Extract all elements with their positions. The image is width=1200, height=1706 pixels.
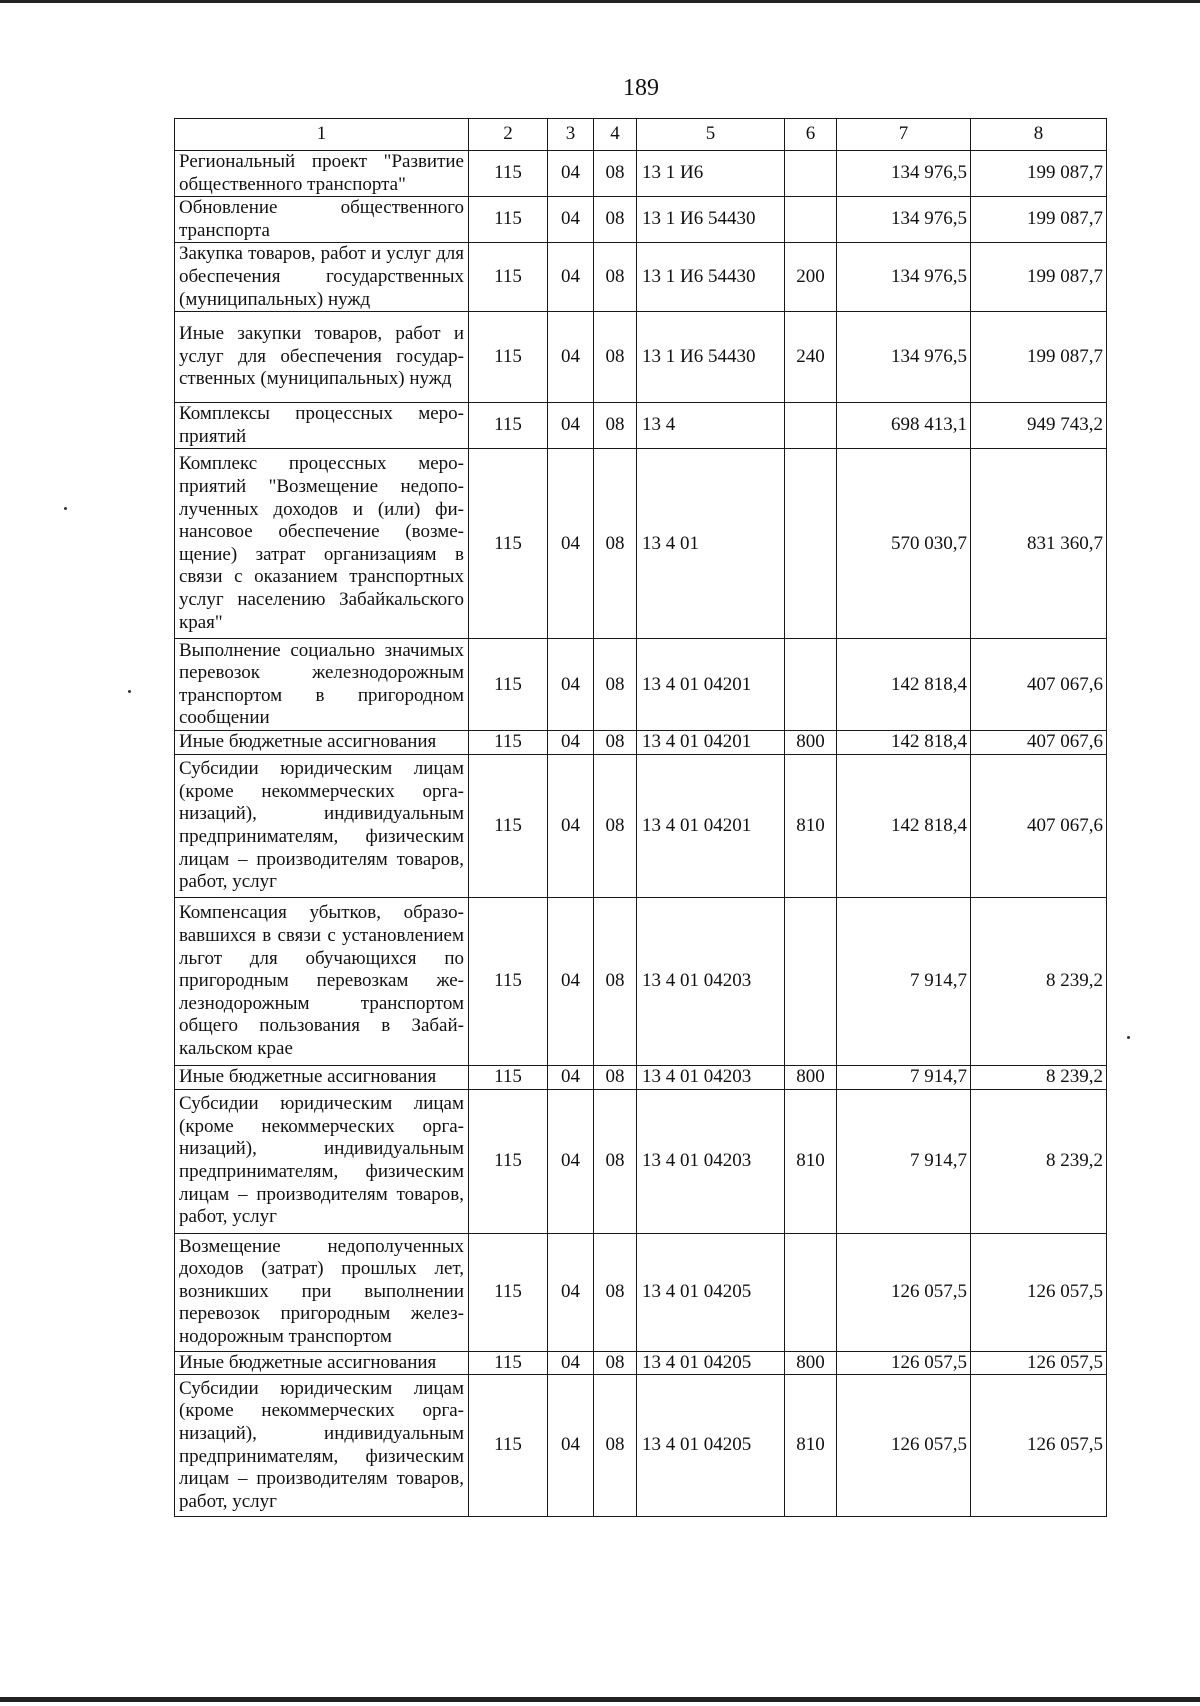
table-header bbox=[175, 119, 1107, 151]
section-code: 04 bbox=[548, 151, 594, 197]
item-name: Комплекс процессных мероприятий "Возмещение недополученных доходов и (или) финансовое обеспечение (возмещение) затрат организациям в связи с оказанием транспортных услуг населению Забайкальского края" bbox=[175, 449, 469, 639]
section-code: 04 bbox=[548, 731, 594, 755]
ministry-code: 115 bbox=[469, 1233, 548, 1351]
target-article-code: 13 4 01 04205 bbox=[637, 1233, 785, 1351]
target-article-code: 13 1 И6 54430 bbox=[637, 243, 785, 312]
section-code: 04 bbox=[548, 197, 594, 243]
subsection-code: 08 bbox=[594, 243, 637, 312]
item-name: Иные бюджетные ассигнования bbox=[175, 731, 469, 755]
expense-type-code: 810 bbox=[785, 1089, 837, 1233]
section-code: 04 bbox=[548, 449, 594, 639]
header-col-4: 4 bbox=[594, 119, 637, 151]
item-name: Выполнение социально значимых перевозок железнодорожным транспортом в пригородном сообщении bbox=[175, 639, 469, 731]
expense-type-code bbox=[785, 1233, 837, 1351]
table-row bbox=[175, 1089, 1107, 1233]
expense-type-code bbox=[785, 403, 837, 449]
amount-year-2: 126 057,5 bbox=[971, 1375, 1107, 1517]
item-name: Региональный проект "Развитие общественного транспорта" bbox=[175, 151, 469, 197]
subsection-code: 08 bbox=[594, 151, 637, 197]
target-article-code: 13 4 01 04201 bbox=[637, 731, 785, 755]
section-code: 04 bbox=[548, 897, 594, 1065]
amount-year-2: 407 067,6 bbox=[971, 731, 1107, 755]
target-article-code: 13 1 И6 bbox=[637, 151, 785, 197]
item-name: Иные закупки товаров, работ и услуг для обеспечения государственных (муниципальных) нужд bbox=[175, 312, 469, 403]
expense-type-code bbox=[785, 449, 837, 639]
amount-year-2: 199 087,7 bbox=[971, 197, 1107, 243]
amount-year-1: 134 976,5 bbox=[837, 243, 971, 312]
target-article-code: 13 4 01 04203 bbox=[637, 1089, 785, 1233]
ministry-code: 115 bbox=[469, 754, 548, 897]
item-name: Субсидии юридическим лицам (кроме некоммерческих организаций), индивидуальным предпринимателям, физическим лицам – производителям товаров, работ, услуг bbox=[175, 1089, 469, 1233]
target-article-code: 13 4 01 04205 bbox=[637, 1375, 785, 1517]
section-code: 04 bbox=[548, 754, 594, 897]
table-row bbox=[175, 197, 1107, 243]
header-col-3: 3 bbox=[548, 119, 594, 151]
subsection-code: 08 bbox=[594, 731, 637, 755]
amount-year-2: 949 743,2 bbox=[971, 403, 1107, 449]
item-name: Комплексы процессных мероприятий bbox=[175, 403, 469, 449]
target-article-code: 13 4 01 04203 bbox=[637, 1065, 785, 1089]
section-code: 04 bbox=[548, 312, 594, 403]
section-code: 04 bbox=[548, 1089, 594, 1233]
amount-year-1: 134 976,5 bbox=[837, 151, 971, 197]
amount-year-1: 142 818,4 bbox=[837, 754, 971, 897]
amount-year-2: 126 057,5 bbox=[971, 1233, 1107, 1351]
expense-type-code: 800 bbox=[785, 731, 837, 755]
expense-type-code: 800 bbox=[785, 1065, 837, 1089]
ministry-code: 115 bbox=[469, 151, 548, 197]
table-row bbox=[175, 639, 1107, 731]
amount-year-1: 134 976,5 bbox=[837, 197, 971, 243]
table-row bbox=[175, 243, 1107, 312]
amount-year-2: 831 360,7 bbox=[971, 449, 1107, 639]
amount-year-2: 199 087,7 bbox=[971, 243, 1107, 312]
amount-year-2: 199 087,7 bbox=[971, 151, 1107, 197]
header-col-1: 1 bbox=[175, 119, 469, 151]
target-article-code: 13 4 01 bbox=[637, 449, 785, 639]
target-article-code: 13 4 01 04203 bbox=[637, 897, 785, 1065]
amount-year-1: 7 914,7 bbox=[837, 897, 971, 1065]
header-col-7: 7 bbox=[837, 119, 971, 151]
table-row bbox=[175, 403, 1107, 449]
table-body bbox=[175, 151, 1107, 1517]
amount-year-2: 8 239,2 bbox=[971, 1089, 1107, 1233]
ministry-code: 115 bbox=[469, 1089, 548, 1233]
amount-year-1: 126 057,5 bbox=[837, 1375, 971, 1517]
target-article-code: 13 4 01 04201 bbox=[637, 639, 785, 731]
expense-type-code: 810 bbox=[785, 754, 837, 897]
expense-type-code bbox=[785, 197, 837, 243]
amount-year-2: 407 067,6 bbox=[971, 754, 1107, 897]
ministry-code: 115 bbox=[469, 1351, 548, 1375]
header-col-5: 5 bbox=[637, 119, 785, 151]
expense-type-code: 240 bbox=[785, 312, 837, 403]
amount-year-1: 570 030,7 bbox=[837, 449, 971, 639]
ministry-code: 115 bbox=[469, 312, 548, 403]
expense-type-code: 810 bbox=[785, 1375, 837, 1517]
table-row bbox=[175, 754, 1107, 897]
table-row bbox=[175, 151, 1107, 197]
item-name: Закупка товаров, работ и услуг для обеспечения государственных (муниципальных) нужд bbox=[175, 243, 469, 312]
subsection-code: 08 bbox=[594, 1089, 637, 1233]
header-col-2: 2 bbox=[469, 119, 548, 151]
ministry-code: 115 bbox=[469, 449, 548, 639]
section-code: 04 bbox=[548, 403, 594, 449]
section-code: 04 bbox=[548, 1233, 594, 1351]
expense-type-code: 800 bbox=[785, 1351, 837, 1375]
amount-year-1: 142 818,4 bbox=[837, 731, 971, 755]
table-row bbox=[175, 312, 1107, 403]
table-row bbox=[175, 1351, 1107, 1375]
section-code: 04 bbox=[548, 1065, 594, 1089]
section-code: 04 bbox=[548, 1351, 594, 1375]
subsection-code: 08 bbox=[594, 897, 637, 1065]
subsection-code: 08 bbox=[594, 1065, 637, 1089]
scan-top-edge bbox=[0, 0, 1200, 3]
amount-year-2: 126 057,5 bbox=[971, 1351, 1107, 1375]
item-name: Субсидии юридическим лицам (кроме некоммерческих организаций), индивидуальным предпринимателям, физическим лицам – производителям товаров, работ, услуг bbox=[175, 1375, 469, 1517]
target-article-code: 13 4 bbox=[637, 403, 785, 449]
item-name: Субсидии юридическим лицам (кроме некоммерческих организаций), индивидуальным предпринимателям, физическим лицам – производителям товаров, работ, услуг bbox=[175, 754, 469, 897]
amount-year-1: 7 914,7 bbox=[837, 1065, 971, 1089]
target-article-code: 13 1 И6 54430 bbox=[637, 197, 785, 243]
subsection-code: 08 bbox=[594, 403, 637, 449]
section-code: 04 bbox=[548, 1375, 594, 1517]
ministry-code: 115 bbox=[469, 403, 548, 449]
subsection-code: 08 bbox=[594, 639, 637, 731]
subsection-code: 08 bbox=[594, 1233, 637, 1351]
table-row bbox=[175, 1065, 1107, 1089]
header-col-6: 6 bbox=[785, 119, 837, 151]
item-name: Возмещение недополученных доходов (затрат) прошлых лет, возникших при выполнении перевозок пригородным железнодорожным транспортом bbox=[175, 1233, 469, 1351]
target-article-code: 13 4 01 04201 bbox=[637, 754, 785, 897]
table-row bbox=[175, 449, 1107, 639]
ministry-code: 115 bbox=[469, 243, 548, 312]
scan-bottom-edge bbox=[0, 1697, 1200, 1702]
expense-type-code bbox=[785, 897, 837, 1065]
subsection-code: 08 bbox=[594, 754, 637, 897]
amount-year-1: 126 057,5 bbox=[837, 1351, 971, 1375]
amount-year-1: 698 413,1 bbox=[837, 403, 971, 449]
subsection-code: 08 bbox=[594, 197, 637, 243]
scan-speck bbox=[128, 690, 131, 693]
table-row bbox=[175, 1233, 1107, 1351]
page-number: 189 bbox=[623, 75, 659, 101]
budget-table bbox=[174, 118, 1107, 1517]
subsection-code: 08 bbox=[594, 1351, 637, 1375]
ministry-code: 115 bbox=[469, 639, 548, 731]
target-article-code: 13 1 И6 54430 bbox=[637, 312, 785, 403]
ministry-code: 115 bbox=[469, 1065, 548, 1089]
ministry-code: 115 bbox=[469, 731, 548, 755]
header-col-8: 8 bbox=[971, 119, 1107, 151]
section-code: 04 bbox=[548, 243, 594, 312]
expense-type-code bbox=[785, 151, 837, 197]
ministry-code: 115 bbox=[469, 197, 548, 243]
ministry-code: 115 bbox=[469, 897, 548, 1065]
expense-type-code bbox=[785, 639, 837, 731]
expense-type-code: 200 bbox=[785, 243, 837, 312]
amount-year-2: 199 087,7 bbox=[971, 312, 1107, 403]
ministry-code: 115 bbox=[469, 1375, 548, 1517]
table-row bbox=[175, 731, 1107, 755]
item-name: Иные бюджетные ассигнования bbox=[175, 1351, 469, 1375]
item-name: Обновление общественного транспорта bbox=[175, 197, 469, 243]
subsection-code: 08 bbox=[594, 312, 637, 403]
amount-year-2: 8 239,2 bbox=[971, 897, 1107, 1065]
amount-year-1: 126 057,5 bbox=[837, 1233, 971, 1351]
scan-speck bbox=[64, 507, 67, 510]
table-row bbox=[175, 1375, 1107, 1517]
target-article-code: 13 4 01 04205 bbox=[637, 1351, 785, 1375]
subsection-code: 08 bbox=[594, 449, 637, 639]
amount-year-2: 8 239,2 bbox=[971, 1065, 1107, 1089]
table-row bbox=[175, 897, 1107, 1065]
scan-speck bbox=[1127, 1036, 1130, 1039]
amount-year-1: 142 818,4 bbox=[837, 639, 971, 731]
item-name: Компенсация убытков, образовавшихся в связи с установлением льгот для обучающихся по пригородным перевозкам железнодорожным транспортом общего пользования в Забайкальском крае bbox=[175, 897, 469, 1065]
item-name: Иные бюджетные ассигнования bbox=[175, 1065, 469, 1089]
subsection-code: 08 bbox=[594, 1375, 637, 1517]
amount-year-1: 134 976,5 bbox=[837, 312, 971, 403]
amount-year-1: 7 914,7 bbox=[837, 1089, 971, 1233]
amount-year-2: 407 067,6 bbox=[971, 639, 1107, 731]
section-code: 04 bbox=[548, 639, 594, 731]
header-row bbox=[175, 119, 1107, 151]
